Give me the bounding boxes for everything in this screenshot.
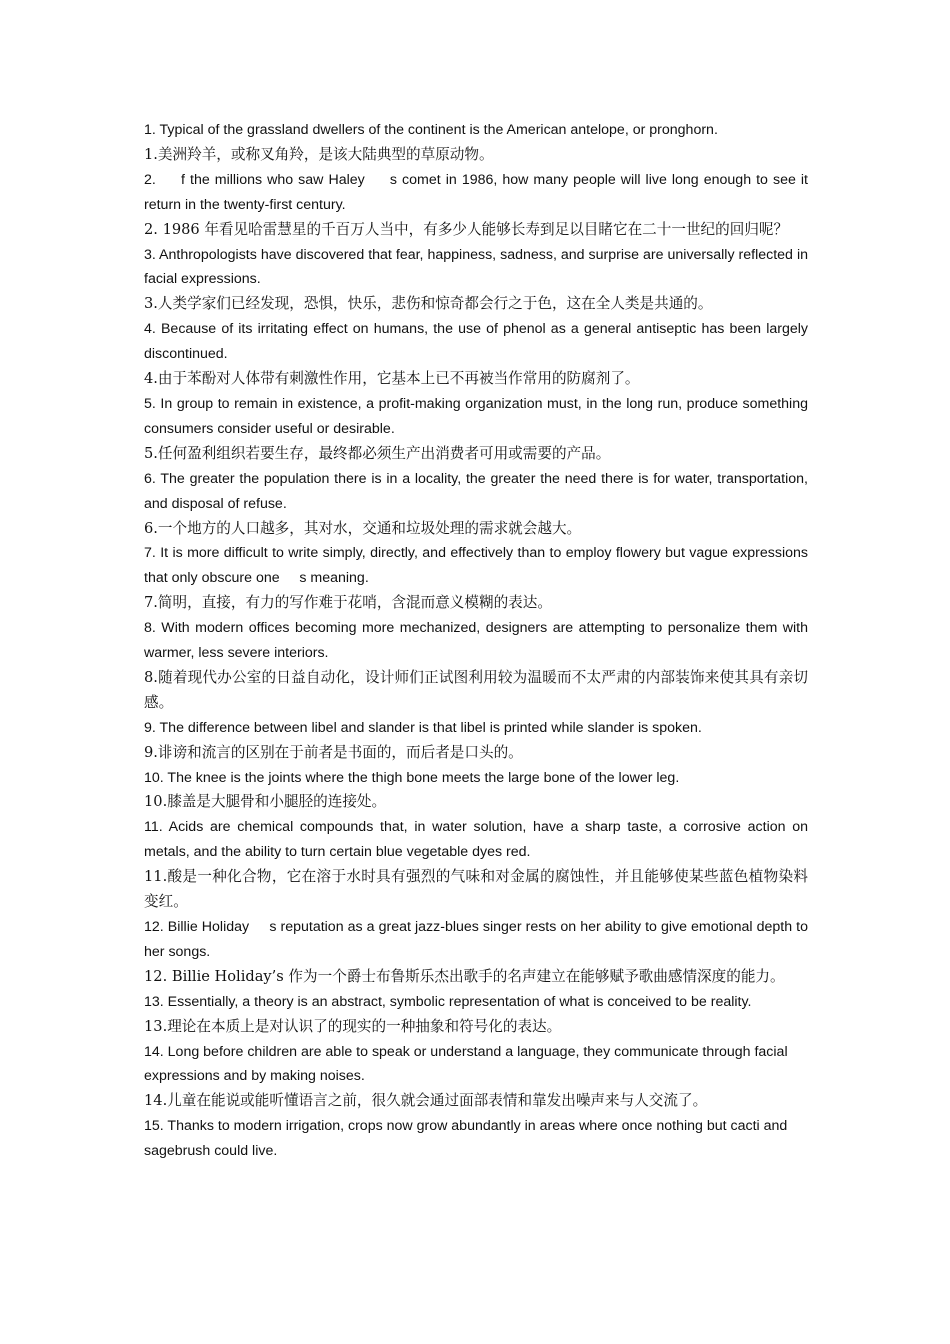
sentence-12-zh: 12. Billie Holiday’s 作为一个爵士布鲁斯乐杰出歌手的名声建立在能够赋予歌曲感情深度的能力。 <box>144 967 785 985</box>
sentence-9-en: 9. The difference between libel and slander is that libel is printed while slander is spoken. <box>144 719 702 736</box>
document-body <box>144 118 812 1164</box>
sentence-7-zh: 7.简明，直接，有力的写作难于花哨，含混而意义模糊的表达。 <box>144 594 552 612</box>
sentence-1-en: 1. Typical of the grassland dwellers of the continent is the American antelope, or pronghorn. <box>144 122 718 138</box>
sentence-11-en: 11. Acids are chemical compounds that, in water solution, have a sharp taste, a corrosive action on metals, and the ability to turn certain blue vegetable dyes red. <box>144 819 808 861</box>
sentence-2-en: 2. f the millions who saw Haley s comet in 1986, how many people will live long enough to see it return in the twenty-first century. <box>144 171 812 213</box>
sentence-1-zh: 1.美洲羚羊，或称叉角羚，是该大陆典型的草原动物。 <box>144 145 494 163</box>
sentence-13-zh: 13.理论在本质上是对认识了的现实的一种抽象和符号化的表达。 <box>144 1017 562 1035</box>
sentence-8-en: 8. With modern offices becoming more mechanized, designers are attempting to personalize them with warmer, less severe interiors. <box>144 620 808 662</box>
sentence-10-en: 10. The knee is the joints where the thigh bone meets the large bone of the lower leg. <box>144 769 680 786</box>
sentence-14-zh: 14.儿童在能说或能听懂语言之前，很久就会通过面部表情和靠发出噪声来与人交流了。 <box>144 1092 708 1110</box>
sentence-6-en: 6. The greater the population there is in a locality, the greater the need there is for water, transportation, and disposal of refuse. <box>144 470 808 512</box>
sentence-6-zh: 6.一个地方的人口越多，其对水，交通和垃圾处理的需求就会越大。 <box>144 519 582 537</box>
sentence-4-en: 4. Because of its irritating effect on humans, the use of phenol as a general antiseptic has been largely discontinued. <box>144 321 808 363</box>
sentence-7-en: 7. It is more difficult to write simply, directly, and effectively than to employ flowery but vague expressions that only obscure one s meaning. <box>144 545 812 587</box>
sentence-10-zh: 10.膝盖是大腿骨和小腿胫的连接处。 <box>144 793 387 811</box>
sentence-5-zh: 5.任何盈利组织若要生存，最终都必须生产出消费者可用或需要的产品。 <box>144 444 611 462</box>
sentence-13-en: 13. Essentially, a theory is an abstract, symbolic representation of what is conceived to be reality. <box>144 993 752 1010</box>
sentence-15-en: 15. Thanks to modern irrigation, crops now grow abundantly in areas where once nothing but cacti and sagebrush could live. <box>144 1118 788 1160</box>
sentence-2-zh: 2. 1986 年看见哈雷慧星的千百万人当中，有多少人能够长寿到足以目睹它在二十一世纪的回归呢？ <box>144 220 789 238</box>
sentence-12-en: 12. Billie Holiday s reputation as a great jazz-blues singer rests on her ability to give emotional depth to her songs. <box>144 919 812 960</box>
sentence-8-zh: 8.随着现代办公室的日益自动化，设计师们正试图利用较为温暖而不太严肃的内部装饰来使其具有亲切感。 <box>144 668 808 711</box>
sentence-3-en: 3. Anthropologists have discovered that fear, happiness, sadness, and surprise are universally reflected in facial expressions. <box>144 246 808 288</box>
sentence-9-zh: 9.诽谤和流言的区别在于前者是书面的，而后者是口头的。 <box>144 743 523 761</box>
sentence-5-en: 5. In group to remain in existence, a profit-making organization must, in the long run, produce something consumers consider useful or desirable. <box>144 395 808 437</box>
sentence-14-en: 14. Long before children are able to speak or understand a language, they communicate through facial expressions and by making noises. <box>144 1043 788 1085</box>
sentence-3-zh: 3.人类学家们已经发现，恐惧，快乐，悲伤和惊奇都会行之于色，这在全人类是共通的。 <box>144 295 713 313</box>
sentence-11-zh: 11.酸是一种化合物，它在溶于水时具有强烈的气味和对金属的腐蚀性，并且能够使某些蓝色植物染料变红。 <box>144 868 808 911</box>
sentence-4-zh: 4.由于苯酚对人体带有刺激性作用，它基本上已不再被当作常用的防腐剂了。 <box>144 370 640 388</box>
